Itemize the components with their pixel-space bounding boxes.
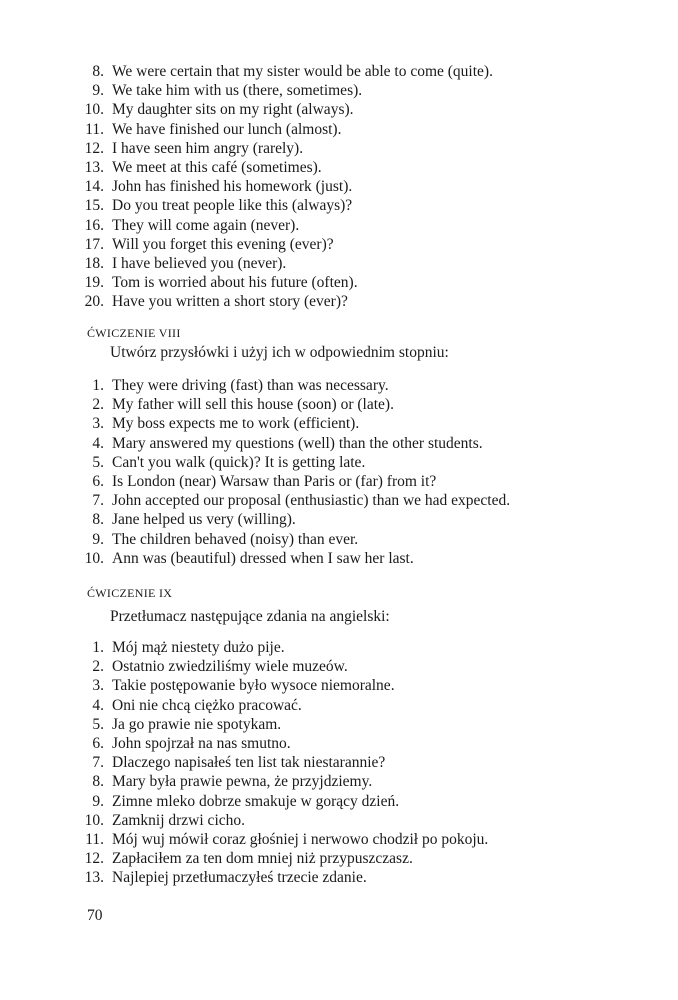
list-item [82, 395, 510, 414]
list-item [82, 849, 488, 868]
list-item [82, 811, 488, 830]
item-text: John spojrzał na nas smutno. [112, 734, 291, 752]
item-number: 2. [92, 396, 104, 414]
exercise-viii-instruction: Utwórz przysłówki i użyj ich w odpowiednim stopniu: [110, 344, 449, 361]
item-number: 3. [92, 415, 104, 433]
item-number: 7. [92, 754, 104, 772]
item-number: 5. [92, 453, 104, 471]
list-item [82, 772, 488, 791]
item-text: Zamknij drzwi cicho. [112, 811, 245, 829]
item-number: 4. [92, 696, 104, 714]
item-text: Oni nie chcą ciężko pracować. [112, 696, 302, 714]
item-number: 17. [84, 235, 104, 253]
item-text: I have seen him angry (rarely). [112, 139, 304, 157]
item-number: 3. [92, 677, 104, 695]
item-number: 9. [92, 82, 104, 100]
item-number: 14. [84, 178, 104, 196]
item-text: Mary answered my questions (well) than the other students. [112, 434, 483, 452]
list-item [82, 638, 488, 657]
list-item [82, 434, 510, 453]
list-item [82, 868, 488, 887]
item-number: 8. [92, 511, 104, 529]
item-number: 16. [84, 216, 104, 234]
item-text: They were driving (fast) than was necessary. [112, 377, 389, 394]
item-text: Jane helped us very (willing). [112, 511, 296, 529]
item-text: Is London (near) Warsaw than Paris or (far) from it? [112, 472, 437, 490]
item-text: The children behaved (noisy) than ever. [112, 530, 359, 548]
list-item [82, 216, 493, 235]
item-number: 6. [92, 734, 104, 752]
item-text: Do you treat people like this (always)? [112, 197, 353, 215]
item-text: I have believed you (never). [112, 254, 287, 272]
exercise-ix-instruction: Przetłumacz następujące zdania na angielski: [110, 608, 390, 625]
item-text: Ostatnio zwiedziliśmy wiele muzeów. [112, 658, 348, 676]
exercise-viii-list [82, 376, 510, 568]
list-item [82, 792, 488, 811]
list-item [82, 414, 510, 433]
item-text: Takie postępowanie było wysoce niemoralne. [112, 677, 395, 695]
item-number: 10. [84, 101, 104, 119]
item-text: Have you written a short story (ever)? [112, 293, 348, 311]
list-item [82, 196, 493, 215]
item-number: 18. [84, 254, 104, 272]
item-number: 6. [92, 472, 104, 490]
item-text: Najlepiej przetłumaczyłeś trzecie zdanie. [112, 869, 367, 887]
item-text: John accepted our proposal (enthusiastic) than we had expected. [112, 492, 511, 510]
list-item [82, 530, 510, 549]
item-number: 12. [84, 850, 104, 868]
list-item [82, 100, 493, 119]
list-item [82, 696, 488, 715]
list-item [82, 139, 493, 158]
list-item [82, 235, 493, 254]
list-item [82, 734, 488, 753]
list-item [82, 753, 488, 772]
list-item [82, 510, 510, 529]
item-text: Tom is worried about his future (often). [112, 274, 358, 292]
item-number: 8. [92, 773, 104, 791]
item-text: We were certain that my sister would be able to come (quite). [112, 63, 493, 80]
item-number: 2. [92, 658, 104, 676]
exercise-ix-heading: ĆWICZENIE IX [87, 586, 173, 600]
item-text: Will you forget this evening (ever)? [112, 235, 334, 253]
item-text: My father will sell this house (soon) or (late). [112, 396, 394, 414]
item-number: 12. [84, 139, 104, 157]
item-number: 11. [85, 830, 104, 848]
list-item [82, 491, 510, 510]
list-item [82, 254, 493, 273]
item-number: 13. [84, 869, 104, 887]
list-item [82, 715, 488, 734]
page-number: 70 [87, 907, 103, 924]
item-text: Ann was (beautiful) dressed when I saw her last. [112, 549, 414, 567]
exercise-vii-continued-list [82, 62, 493, 311]
list-item [82, 453, 510, 472]
item-text: They will come again (never). [112, 216, 300, 234]
list-item [82, 81, 493, 100]
list-item [82, 376, 510, 395]
item-text: Zimne mleko dobrze smakuje w gorący dzień. [112, 792, 400, 810]
item-text: Mój mąż niestety dużo pije. [112, 639, 285, 656]
item-number: 19. [84, 274, 104, 292]
list-item [82, 657, 488, 676]
exercise-ix-list [82, 638, 488, 887]
list-item [82, 292, 493, 311]
item-text: John has finished his homework (just). [112, 178, 353, 196]
list-item [82, 62, 493, 81]
item-text: Dlaczego napisałeś ten list tak niestarannie? [112, 754, 386, 772]
item-text: We take him with us (there, sometimes). [112, 82, 363, 100]
exercise-viii-heading: ĆWICZENIE VIII [87, 326, 181, 340]
item-text: Zapłaciłem za ten dom mniej niż przypuszczasz. [112, 850, 413, 868]
list-item [82, 549, 510, 568]
item-number: 13. [84, 158, 104, 176]
item-text: Mój wuj mówił coraz głośniej i nerwowo chodził po pokoju. [112, 830, 489, 848]
item-text: We have finished our lunch (almost). [112, 120, 342, 138]
item-number: 7. [92, 492, 104, 510]
item-number: 1. [92, 639, 104, 656]
item-number: 10. [84, 549, 104, 567]
item-text: My daughter sits on my right (always). [112, 101, 354, 119]
item-number: 9. [92, 792, 104, 810]
item-number: 15. [84, 197, 104, 215]
list-item [82, 158, 493, 177]
item-text: Ja go prawie nie spotykam. [112, 715, 282, 733]
item-text: We meet at this café (sometimes). [112, 158, 322, 176]
list-item [82, 120, 493, 139]
item-text: Can't you walk (quick)? It is getting late. [112, 453, 366, 471]
item-number: 1. [92, 377, 104, 394]
item-number: 4. [92, 434, 104, 452]
list-item [82, 676, 488, 695]
list-item [82, 830, 488, 849]
item-number: 8. [92, 63, 104, 80]
item-number: 11. [85, 120, 104, 138]
list-item [82, 273, 493, 292]
item-number: 20. [84, 293, 104, 311]
item-number: 9. [92, 530, 104, 548]
item-text: My boss expects me to work (efficient). [112, 415, 360, 433]
item-text: Mary była prawie pewna, że przyjdziemy. [112, 773, 373, 791]
item-number: 5. [92, 715, 104, 733]
item-number: 10. [84, 811, 104, 829]
list-item [82, 472, 510, 491]
list-item [82, 177, 493, 196]
